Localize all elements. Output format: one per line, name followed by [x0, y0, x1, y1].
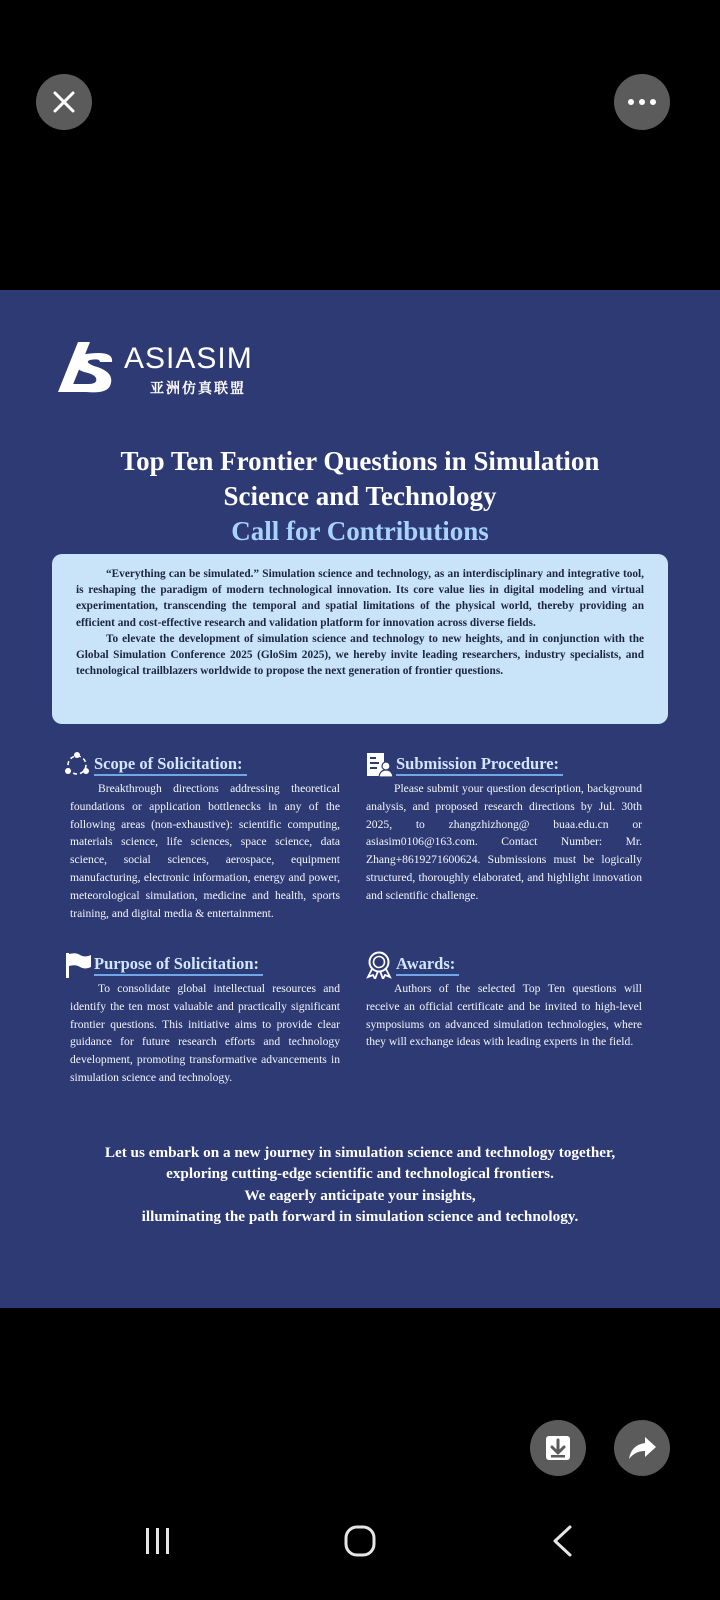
recents-icon	[143, 1526, 173, 1556]
document-user-icon	[366, 752, 396, 778]
home-button[interactable]	[330, 1518, 390, 1564]
title-line-1: Top Ten Frontier Questions in Simulation	[120, 446, 600, 476]
section-scope	[64, 752, 340, 922]
closing-line-4: illuminating the path forward in simulation science and technology.	[141, 1208, 579, 1226]
award-medal-icon	[366, 952, 396, 978]
asiasim-logo	[56, 340, 286, 398]
submission-title: Submission Procedure:	[396, 754, 563, 776]
close-button[interactable]	[36, 74, 92, 130]
scope-body: Breakthrough directions addressing theoretical foundations or application bottlenecks in any of the following areas (non-exhaustive): scientific computing, materials science, life sciences, space science, data science, social sciences, aerospace, equipment manufacturing, electronic information, energy and power, meteorological simulation, medicine and health, sports training, and digital media & entertainment.	[70, 782, 340, 920]
section-purpose	[64, 952, 340, 1087]
recents-button[interactable]	[128, 1518, 188, 1564]
purpose-title: Purpose of Solicitation:	[94, 954, 263, 976]
intro-paragraph-1: “Everything can be simulated.” Simulation science and technology, as an interdisciplinary and integrative tool, is reshaping the paradigm of modern technological innovation. Its core value lies in digital modeling and virtual experimentation, transcending the temporal and spatial limitations of the physical world, thereby providing an efficient and cost-effective research and validation platform for innovation across diverse fields.	[76, 568, 644, 629]
share-button[interactable]	[614, 1420, 670, 1476]
download-button[interactable]	[530, 1420, 586, 1476]
closing-line-3: We eagerly anticipate your insights,	[244, 1186, 476, 1204]
more-options-button[interactable]	[614, 74, 670, 130]
back-button[interactable]	[532, 1518, 592, 1564]
scope-title: Scope of Solicitation:	[94, 754, 247, 776]
asiasim-logo-mark	[56, 340, 118, 396]
flag-icon	[64, 952, 94, 978]
poster-image	[0, 290, 720, 1308]
purpose-body: To consolidate global intellectual resources and identify the ten most valuable and practically significant frontier questions. This initiative aims to provide clear guidance for future research efforts and technology development, promoting transformative advancements in simulation science and technology.	[70, 982, 340, 1084]
close-icon	[51, 89, 77, 115]
awards-body: Authors of the selected Top Ten questions will receive an official certificate and be invited to high-level symposiums on advanced simulation technologies, where they will exchange ideas with leading experts in the field.	[366, 982, 642, 1049]
intro-box	[52, 554, 668, 724]
title-call-for-contributions: Call for Contributions	[231, 516, 489, 546]
system-navigation-bar	[0, 1490, 720, 1590]
section-submission	[366, 752, 642, 905]
back-chevron-icon	[550, 1524, 574, 1558]
more-dots-icon	[627, 98, 657, 106]
download-icon	[544, 1434, 572, 1462]
awards-title: Awards:	[396, 954, 459, 976]
closing-statement	[0, 1142, 720, 1228]
closing-line-2: exploring cutting-edge scientific and technological frontiers.	[166, 1165, 554, 1183]
logo-wordmark: ASIASIM	[124, 342, 253, 375]
submission-body: Please submit your question description, background analysis, and proposed research directions by Jul. 30th 2025, to zhangzhizhong@ buaa.edu.cn or asiasim0106@163.com. Contact Number: Mr. Zhang+8619271600624. Submissions must be logically structured, thoroughly elaborated, and highlight innovation and scientific challenge.	[366, 782, 642, 902]
closing-line-1: Let us embark on a new journey in simulation science and technology together,	[104, 1144, 616, 1161]
intro-paragraph-2: To elevate the development of simulation science and technology to new heights, and in conjunction with the Global Simulation Conference 2025 (GloSim 2025), we hereby invite leading researchers, industry specialists, and technological trailblazers worldwide to propose the next generation of frontier questions.	[76, 632, 644, 678]
title-line-2: Science and Technology	[223, 481, 497, 511]
poster-title	[0, 444, 720, 549]
home-icon	[343, 1524, 377, 1558]
section-awards	[366, 952, 642, 1051]
network-nodes-icon	[64, 752, 94, 778]
logo-chinese-name: 亚洲仿真联盟	[150, 381, 246, 397]
share-icon	[627, 1434, 657, 1462]
